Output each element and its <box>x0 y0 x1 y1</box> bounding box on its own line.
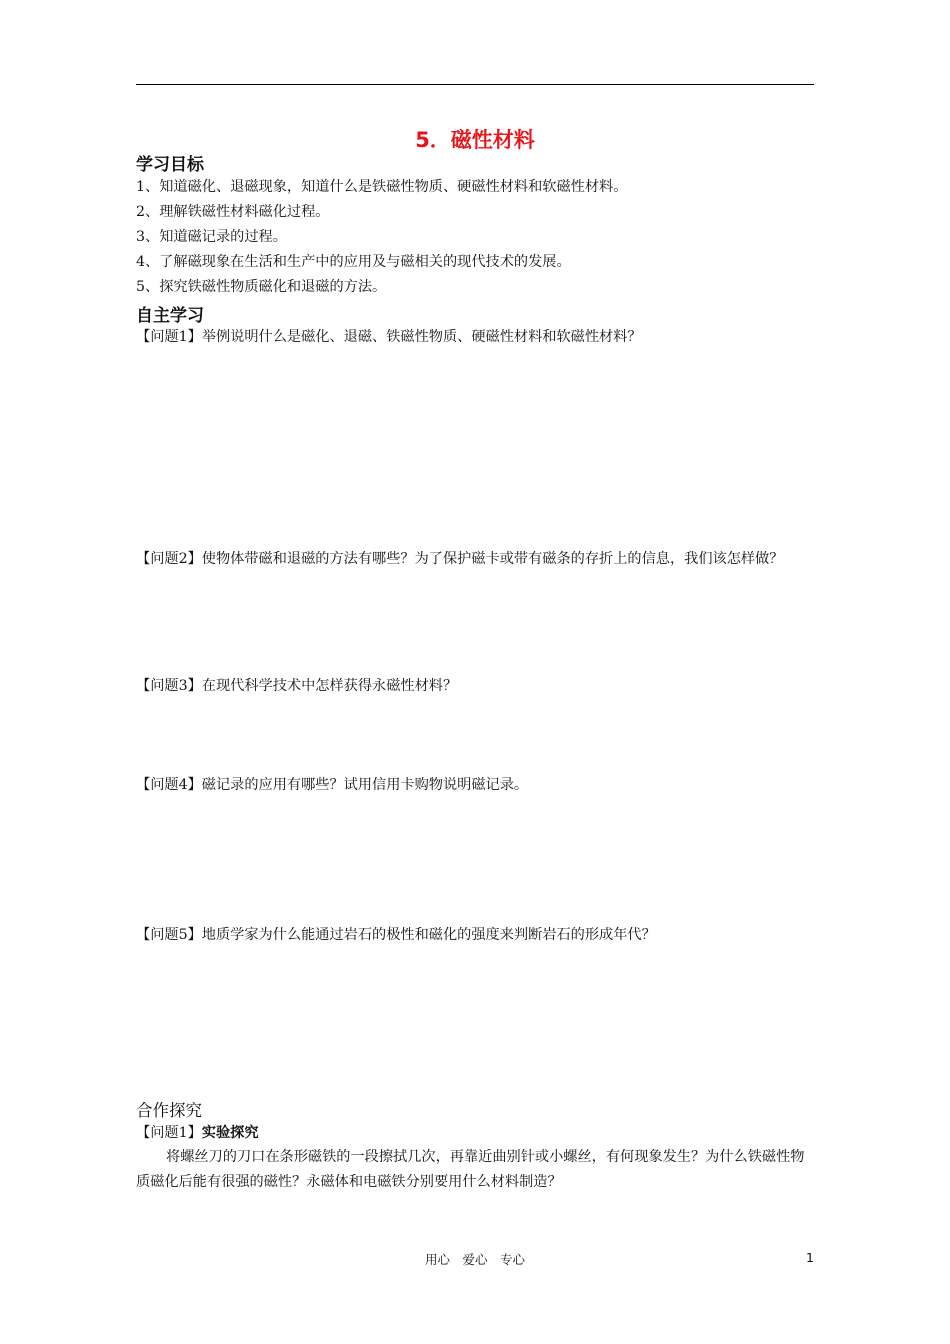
coop-question-label: 【问题1】 <box>136 1125 202 1141</box>
objective-item: 1、知道磁化、退磁现象，知道什么是铁磁性物质、硬磁性材料和软磁性材料。 <box>136 179 628 195</box>
coop-question-body: 将螺丝刀的刀口在条形磁铁的一段擦拭几次，再靠近曲别针或小螺丝，有何现象发生？为什么铁磁性物质磁化后能有很强的磁性？永磁体和电磁铁分别要用什么材料制造？ <box>136 1149 805 1190</box>
coop-question-heading <box>136 1124 259 1142</box>
coop-question-title: 实验探究 <box>201 1125 259 1141</box>
page-footer: 用心 爱心 专心 <box>424 1252 525 1267</box>
objective-item: 4、了解磁现象在生活和生产中的应用及与磁相关的现代技术的发展。 <box>136 254 571 270</box>
question-item: 【问题5】地质学家为什么能通过岩石的极性和磁化的强度来判断岩石的形成年代？ <box>136 927 656 943</box>
objective-item: 2、理解铁磁性材料磁化过程。 <box>136 204 330 220</box>
question-item: 【问题4】磁记录的应用有哪些？试用信用卡购物说明磁记录。 <box>136 777 529 793</box>
page-title: 5．磁性材料 <box>415 128 535 152</box>
objective-item: 3、知道磁记录的过程。 <box>136 229 287 245</box>
cooperative-heading: 合作探究 <box>136 1101 202 1120</box>
self-study-heading: 自主学习 <box>136 306 204 326</box>
header-rule <box>136 84 814 85</box>
question-item: 【问题3】在现代科学技术中怎样获得永磁性材料？ <box>136 678 458 694</box>
page-number: 1 <box>806 1250 814 1265</box>
question-item: 【问题2】使物体带磁和退磁的方法有哪些？为了保护磁卡或带有磁条的存折上的信息，我们该怎样做？ <box>136 551 784 567</box>
objective-item: 5、探究铁磁性物质磁化和退磁的方法。 <box>136 279 387 295</box>
question-item: 【问题1】举例说明什么是磁化、退磁、铁磁性物质、硬磁性材料和软磁性材料？ <box>136 329 642 345</box>
objectives-heading: 学习目标 <box>136 155 204 175</box>
